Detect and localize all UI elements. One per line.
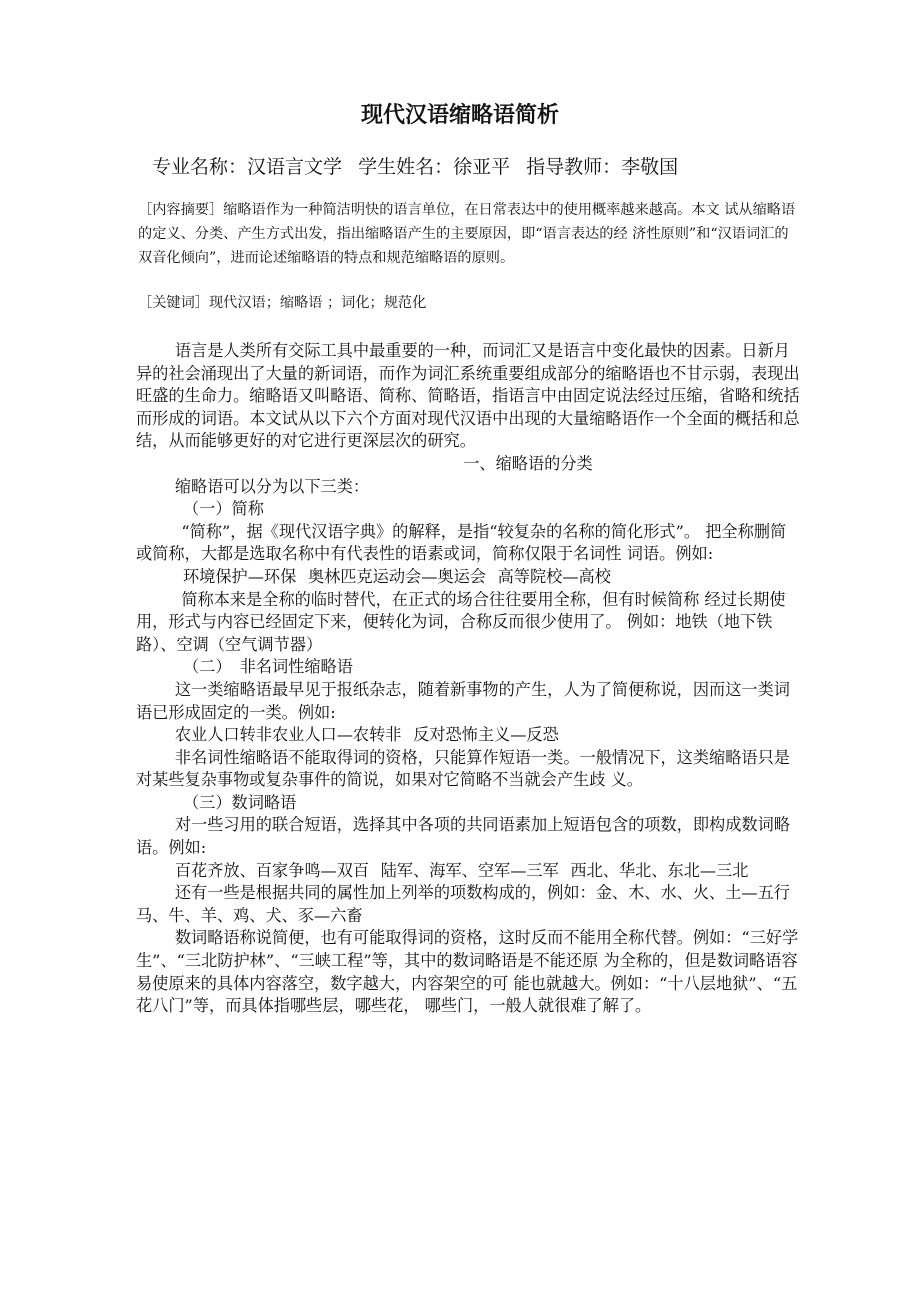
paragraph: 还有一些是根据共同的属性加上列举的项数构成的，例如：金、木、水、火、土—五行 马、牛、羊、鸡、犬、豕—六畜 [136, 883, 790, 925]
abstract: ［内容摘要］缩略语作为一种简洁明快的语言单位，在日常表达中的使用概率越来越高。本文 试从缩略语的定义、分类、产生方式出发，指出缩略语产生的主要原因，即“语言表达的经 济性原则”和“汉语词汇的双音化倾向”，进而论述缩略语的特点和规范缩略语的原则。 [138, 202, 796, 266]
author-info [152, 152, 688, 179]
paragraph: 数词略语称说简便，也有可能取得词的资格，这时反而不能用全称代替。例如：“三好学生”、“三北防护林”、“三峡工程”等，其中的数词略语是不能还原 为全称的，但是数词略语容易使原来的具体内容落空，数字越大，内容架空的可 能也就越大。例如：“十八层地狱”、“五花八门”等，而具体指哪些层，哪些花， 哪些门，一般人就很难了解了。 [136, 928, 799, 1016]
section-heading: 一、缩略语的分类 [463, 453, 593, 473]
class-intro: 缩略语可以分为以下三类： [174, 476, 370, 496]
paragraph: 对一些习用的联合短语，选择其中各项的共同语素加上短语包含的项数，即构成数词略语。例如: [136, 815, 790, 858]
subheading-3: （三）数词略语 [182, 792, 297, 812]
body-text [136, 340, 800, 1018]
paragraph: “简称”，据《现代汉语字典》的解释，是指“较复杂的名称的简化形式”。 把全称删简或简称，大都是选取名称中有代表性的语素或词，简称仅限于名词性 词语。例如: [136, 521, 787, 564]
advisor-label: 指导教师：李敬国 [526, 156, 679, 178]
example-line: 农业人口转非农业人口—农转非 反对恐怖主义—反恐 [174, 725, 559, 745]
paragraph: 简称本来是全称的临时替代，在正式的场合往往要用全称，但有时候简称 经过长期使用，形式与内容已经固定下来，便转化为词，合称反而很少使用了。 例如：地铁（地下铁路）、空调（空气调节器） [136, 589, 786, 654]
subheading-2: （二） 非名词性缩略语 [182, 657, 353, 677]
student-label: 学生姓名：徐亚平 [358, 156, 511, 178]
major-label: 专业名称：汉语言文学 [152, 156, 343, 178]
paragraph: 这一类缩略语最早见于报纸杂志，随着新事物的产生，人为了简便称说，因而这一类词语已形成固定的一类。例如: [136, 679, 790, 722]
subheading-1: （一）简称 [182, 499, 264, 519]
intro-paragraph: 语言是人类所有交际工具中最重要的一种，而词汇又是语言中变化最快的因素。日新月异的社会涌现出了大量的新词语，而作为词汇系统重要组成部分的缩略语也不甘示弱，表现出旺盛的生命力。缩略语又叫略语、简称、简略语，指语言中由固定说法经过压缩，省略和统括而形成的词语。本文试从以下六个方面对现代汉语中出现的大量缩略语作一个全面的概括和总结，从而能够更好的对它进行更深层次的研究。 [136, 341, 800, 451]
example-line: 环境保护—环保 奥林匹克运动会—奥运会 高等院校—高校 [182, 566, 611, 586]
keywords: ［关键词］现代汉语；缩略语 ；词化；规范化 [138, 295, 427, 311]
example-line: 百花齐放、百家争鸣—双百 陆军、海军、空军—三军 西北、华北、东北—三北 [174, 860, 749, 880]
document-title: 现代汉语缩略语简析 [360, 103, 559, 128]
paragraph: 非名词性缩略语不能取得词的资格，只能算作短语一类。一般情况下，这类缩略语只是对某些复杂事物或复杂事件的简说，如果对它简略不当就会产生歧 义。 [136, 747, 790, 790]
